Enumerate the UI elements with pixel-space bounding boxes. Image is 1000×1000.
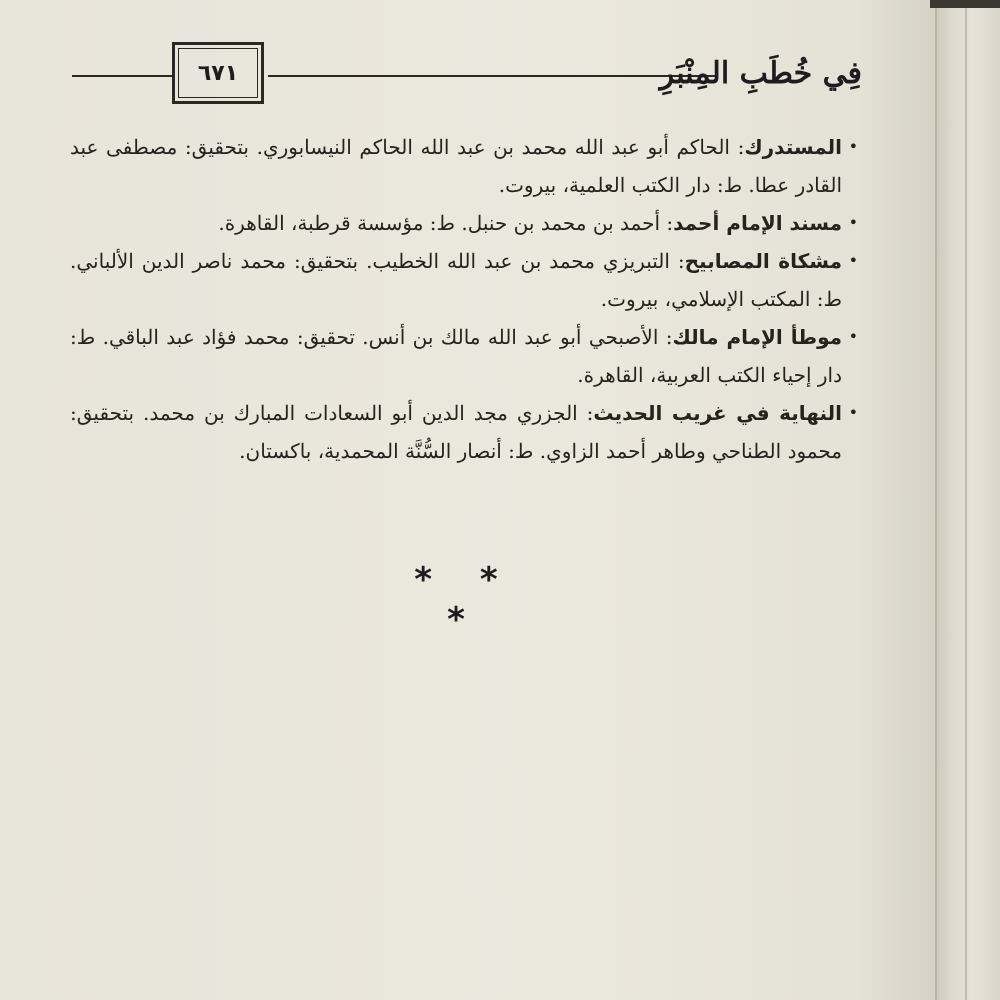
section-separator: * * * bbox=[414, 560, 516, 640]
page-header bbox=[72, 42, 862, 112]
bibliography-entry bbox=[70, 318, 858, 394]
bullet-icon: • bbox=[848, 213, 858, 232]
entry-title: مشكاة المصابيح bbox=[684, 249, 842, 273]
page-edge bbox=[935, 0, 1000, 1000]
cover-corner bbox=[930, 0, 1000, 8]
bibliography-entry bbox=[70, 242, 858, 318]
bullet-icon: • bbox=[848, 403, 858, 422]
entry-title: مسند الإمام أحمد bbox=[673, 211, 842, 235]
entry-text: : الجزري مجد الدين أبو السعادات المبارك بن محمد. بتحقيق: محمود الطناحي وطاهر أحمد الزاوي. ط: أنصار السُّنَّة المحمدية، باكستان. bbox=[70, 401, 842, 463]
bibliography-entry bbox=[70, 204, 858, 242]
entry-text: : أحمد بن محمد بن حنبل. ط: مؤسسة قرطبة، القاهرة. bbox=[218, 211, 674, 235]
bullet-icon: • bbox=[848, 251, 858, 270]
entry-title: موطأ الإمام مالك bbox=[672, 325, 842, 349]
entry-title: النهاية في غريب الحديث bbox=[593, 401, 842, 425]
entry-text: : التبريزي محمد بن عبد الله الخطيب. بتحقيق: محمد ناصر الدين الألباني. ط: المكتب الإسلامي، بيروت. bbox=[70, 249, 842, 311]
header-rule-left bbox=[72, 75, 172, 77]
entry-text: : الحاكم أبو عبد الله محمد بن عبد الله الحاكم النيسابوري. بتحقيق: مصطفى عبد القادر عطا. ط: دار الكتب العلمية، بيروت. bbox=[70, 135, 842, 197]
bibliography-entry bbox=[70, 394, 858, 470]
header-rule-right bbox=[268, 75, 718, 77]
page-number-frame bbox=[172, 42, 264, 104]
page-number: ٦٧١ bbox=[178, 48, 258, 98]
bibliography-entry bbox=[70, 128, 858, 204]
bibliography-list bbox=[70, 128, 858, 470]
entry-text: : الأصبحي أبو عبد الله مالك بن أنس. تحقيق: محمد فؤاد عبد الباقي. ط: دار إحياء الكتب العربية، القاهرة. bbox=[70, 325, 842, 387]
page-fold-line bbox=[965, 0, 967, 1000]
bullet-icon: • bbox=[848, 137, 858, 156]
entry-title: المستدرك bbox=[744, 135, 842, 159]
bullet-icon: • bbox=[848, 327, 858, 346]
running-title: فِي خُطَبِ المِنْبَرِ bbox=[659, 56, 862, 91]
